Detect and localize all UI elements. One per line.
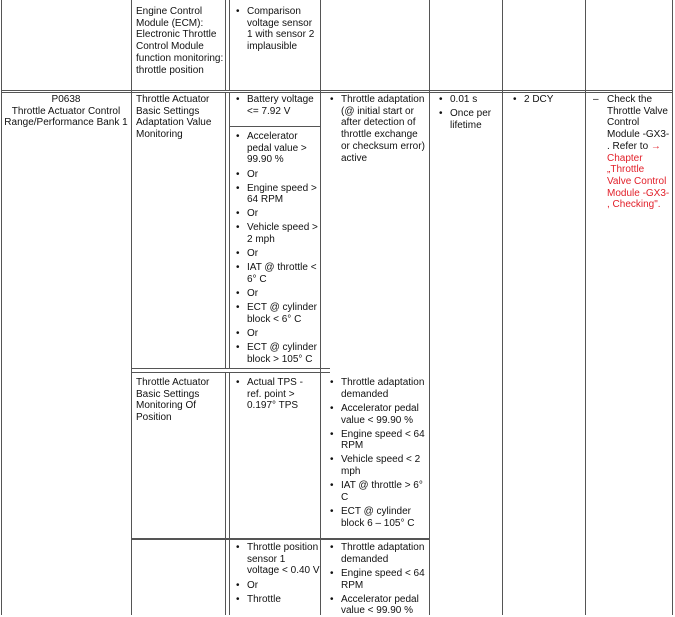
sub3-conditions bbox=[236, 542, 320, 605]
condition-item: • Or bbox=[236, 169, 318, 181]
sub1-time bbox=[439, 94, 501, 132]
enable-item: • Throttle adaptation (@ initial start or after detection of throttle exchange or checksum error) active bbox=[330, 94, 426, 164]
sub1-enable bbox=[330, 94, 426, 164]
enable-item: • ECT @ cylinder block 6 – 105° C bbox=[330, 506, 426, 529]
enable-item: • Vehicle speed < 2 mph bbox=[330, 454, 426, 477]
dtc-code: P0638 bbox=[51, 94, 81, 105]
action-item bbox=[593, 94, 671, 211]
condition-item: • Or bbox=[236, 328, 318, 340]
sub2-conditions bbox=[236, 377, 320, 412]
enable-item: • Engine speed < 64 RPM bbox=[330, 568, 426, 591]
grid-line bbox=[229, 126, 321, 127]
condition-item: • Or bbox=[236, 580, 320, 592]
sub1-mil bbox=[513, 94, 583, 106]
condition-item: • Accelerator pedal value > 99.90 % bbox=[236, 131, 318, 166]
chapter-link[interactable]: → Chapter „Throttle Valve Control Module -GX3- , Checking". bbox=[607, 140, 670, 211]
grid-line bbox=[131, 372, 330, 373]
top-row-condition bbox=[236, 6, 318, 53]
condition-item: • Or bbox=[236, 288, 318, 300]
dtc-cell bbox=[3, 94, 129, 129]
enable-item: • IAT @ throttle > 6° C bbox=[330, 480, 426, 503]
enable-item: • Accelerator pedal value < 99.90 % bbox=[330, 594, 426, 617]
condition-item: • Throttle bbox=[236, 594, 320, 606]
grid-line bbox=[229, 92, 230, 368]
grid-line bbox=[229, 0, 230, 90]
condition-item: • Battery voltage <= 7.92 V bbox=[236, 94, 318, 117]
condition-item: • Comparison voltage sensor 1 with sensor 2 implausible bbox=[236, 6, 318, 53]
sub1-description: Throttle Actuator Basic Settings Adaptation Value Monitoring bbox=[136, 94, 212, 141]
condition-item: • Engine speed > 64 RPM bbox=[236, 183, 318, 206]
grid-line bbox=[225, 539, 226, 615]
condition-item: • Or bbox=[236, 208, 318, 220]
sub1-condition-b bbox=[236, 131, 318, 368]
time-item: • Once per lifetime bbox=[439, 108, 501, 131]
condition-item: • Actual TPS - ref. point > 0.197° TPS bbox=[236, 377, 320, 412]
top-row-description: Engine Control Module (ECM): Electronic Throttle Control Module function monitoring: throttle position bbox=[136, 6, 224, 76]
condition-item: • Throttle position sensor 1 voltage < 0.40 V bbox=[236, 542, 320, 577]
enable-item: • Engine speed < 64 RPM bbox=[330, 429, 426, 452]
sub1-action bbox=[593, 94, 671, 211]
grid-line bbox=[1, 90, 673, 91]
grid-line bbox=[229, 539, 230, 615]
condition-item: • IAT @ throttle < 6° C bbox=[236, 262, 318, 285]
condition-item: • ECT @ cylinder block > 105° C bbox=[236, 342, 318, 365]
condition-item: • ECT @ cylinder block < 6° C bbox=[236, 302, 318, 325]
enable-item: • Accelerator pedal value < 99.90 % bbox=[330, 403, 426, 426]
sub2-description: Throttle Actuator Basic Settings Monitoring Of Position bbox=[136, 377, 210, 424]
grid-line bbox=[131, 539, 429, 540]
grid-line bbox=[225, 372, 226, 538]
dtc-name: Throttle Actuator Control Range/Performance Bank 1 bbox=[4, 105, 128, 129]
condition-item: • Vehicle speed > 2 mph bbox=[236, 222, 318, 245]
sub3-enable bbox=[330, 542, 426, 617]
grid-line bbox=[131, 368, 330, 369]
grid-line bbox=[225, 92, 226, 368]
condition-item: • Or bbox=[236, 248, 318, 260]
sub2-enable bbox=[330, 377, 426, 529]
grid-line bbox=[225, 0, 226, 90]
action-text: Check the Throttle Valve Control Module -GX3- . Refer to bbox=[607, 94, 670, 152]
grid-line bbox=[229, 372, 230, 538]
time-item: • 0.01 s bbox=[439, 94, 501, 106]
mil-item: • 2 DCY bbox=[513, 94, 583, 106]
enable-item: • Throttle adaptation demanded bbox=[330, 542, 426, 565]
enable-item: • Throttle adaptation demanded bbox=[330, 377, 426, 400]
grid-line bbox=[1, 92, 673, 93]
sub1-condition-a bbox=[236, 94, 318, 117]
